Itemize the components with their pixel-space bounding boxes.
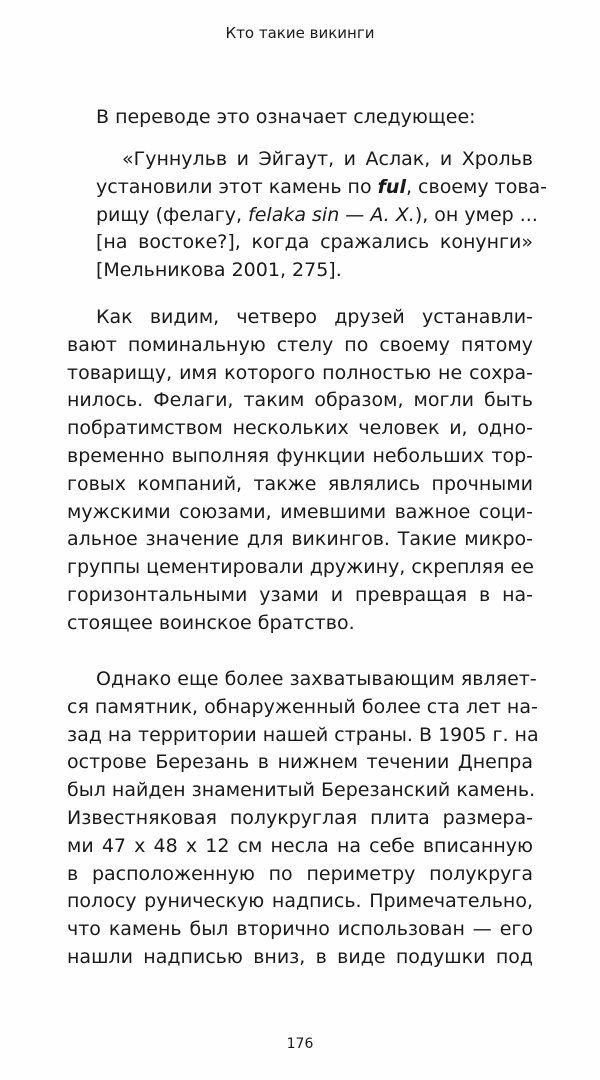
text-span: , своему това- — [405, 175, 548, 198]
text-line: Как видим, четверо друзей устанавли- — [96, 306, 533, 328]
text-line: нилось. Фелаги, таким образом, могли быть — [67, 389, 533, 412]
emphasis-term: ful — [377, 175, 406, 198]
text-line: полосу руническую надпись. Примечательно, — [67, 890, 533, 913]
text-span: установили этот камень по — [96, 175, 378, 198]
text-line: говых компаний, также являлись прочными — [67, 472, 533, 495]
text-line: в расположенную по периметру полукруга — [67, 862, 533, 885]
text-line: ся памятник, обнаруженный более ста лет на- — [67, 695, 538, 718]
paragraph-2 — [67, 666, 539, 972]
text-line: был найден знаменитый Березанский камень. — [67, 779, 536, 802]
text-line: зад на территории нашей страны. В 1905 г. на — [67, 723, 539, 746]
text-line: что камень был вторично использован — его — [67, 918, 533, 941]
text-line — [67, 202, 538, 230]
text-line: стоящее воинское братство. — [67, 611, 355, 634]
intro-paragraph — [67, 104, 533, 132]
text-line: побратимством нескольких человек и, одно- — [67, 417, 533, 440]
text-line: Известняковая полукруглая плита размера- — [67, 806, 533, 829]
text-line: вают поминальную стелу по своему пятому — [67, 333, 533, 356]
text-line — [67, 174, 548, 202]
text-line: «Гуннульв и Эйгаут, и Аслак, и Хрольв — [122, 148, 533, 170]
text-line: горизонтальными узами и превращая в на- — [67, 583, 533, 606]
text-line: товарищу, имя которого полностью не сохра- — [67, 361, 533, 384]
text-line: Однако еще более захватывающим являет- — [96, 668, 537, 690]
text-line: мужскими союзами, имевшими важное соци- — [67, 500, 533, 523]
text-line: [Мельникова 2001, 275]. — [96, 259, 342, 282]
text-line: В переводе это означает следующее: — [96, 106, 476, 128]
text-line: острове Березань в нижнем течении Днепра — [67, 751, 533, 774]
quote-block — [67, 146, 548, 285]
text-line: [на востоке?], когда сражались конунги» — [96, 231, 533, 254]
text-line: группы цементировали дружину, скрепляя ее — [67, 556, 534, 579]
running-header: Кто такие викинги — [225, 24, 375, 42]
text-line: нашли надписью вниз, в виде подушки под — [67, 945, 533, 968]
italic-term: felaka sin — A. X. — [248, 203, 415, 226]
text-span: рищу (фелагу, — [96, 203, 249, 226]
text-line: альное значение для викингов. Такие микро- — [67, 528, 533, 551]
text-line: временно выполняя функции небольших тор- — [67, 444, 533, 467]
text-line: ми 47 х 48 х 12 см несла на себе вписанную — [67, 834, 533, 857]
page-number: 176 — [286, 1036, 314, 1052]
text-span: ), он умер ... — [414, 203, 538, 226]
paragraph-1 — [67, 304, 533, 638]
